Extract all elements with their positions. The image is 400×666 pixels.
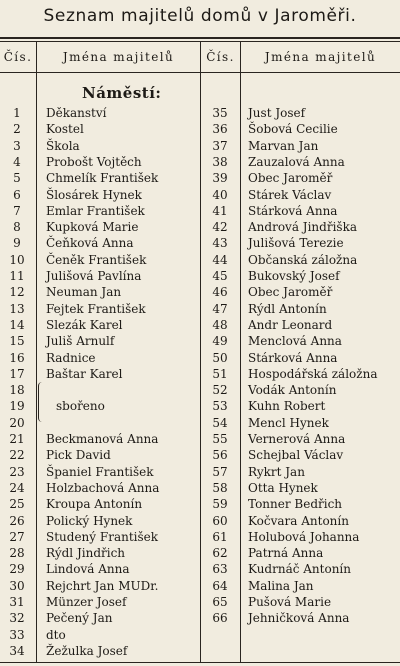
owner-number: 41 — [212, 203, 228, 218]
table-row — [0, 627, 400, 643]
owner-number: 22 — [9, 448, 25, 463]
owner-number: 24 — [9, 480, 25, 495]
owner-name: Andrová Jindřiška — [248, 220, 358, 235]
owner-name: Obec Jaroměř — [248, 171, 333, 186]
owner-name: Malina Jan — [248, 578, 314, 593]
owner-number: 21 — [9, 432, 25, 446]
owner-number: 14 — [9, 317, 25, 332]
header-number-right: Čís. — [206, 50, 235, 64]
table-row — [0, 154, 400, 170]
owner-number: 2 — [13, 122, 21, 137]
owner-number: 11 — [9, 269, 25, 283]
owner-name: Kuhn Robert — [248, 399, 326, 414]
owner-number: 1 — [13, 106, 21, 120]
owner-number: 45 — [212, 269, 228, 283]
owner-name: Slezák Karel — [46, 317, 123, 332]
owner-name: Otta Hynek — [248, 480, 318, 495]
table-row — [0, 333, 400, 349]
table-row — [0, 415, 400, 431]
table-row — [0, 545, 400, 561]
owner-number: 37 — [212, 138, 228, 153]
owner-name: Čeněk František — [46, 252, 147, 267]
owner-name: sbořeno — [56, 399, 105, 414]
owner-name: Obec Jaroměř — [248, 285, 333, 300]
owner-number: 36 — [212, 122, 228, 137]
table-row — [0, 431, 400, 447]
owner-name: Bukovský Josef — [248, 269, 340, 283]
owner-name: Probošt Vojtěch — [46, 154, 142, 169]
owner-number: 26 — [9, 513, 25, 528]
owner-number: 63 — [212, 562, 228, 577]
owner-name: Menclová Anna — [248, 334, 342, 349]
owner-name: Žežulka Josef — [46, 643, 128, 658]
owner-number: 17 — [9, 366, 25, 381]
owner-name: Neuman Jan — [46, 285, 122, 300]
owner-number: 10 — [9, 252, 25, 267]
header-number-left: Čís. — [3, 50, 33, 64]
owner-number: 58 — [212, 480, 228, 495]
owner-number: 8 — [13, 220, 21, 235]
bracket-mark — [38, 382, 42, 422]
table-row — [0, 121, 400, 137]
owner-name: Škola — [46, 138, 80, 153]
owner-number: 19 — [9, 399, 25, 414]
owner-name: Šlosárek Hynek — [46, 187, 142, 202]
table-row — [0, 284, 400, 300]
owner-number: 13 — [9, 301, 25, 316]
table-row — [0, 366, 400, 382]
table-row — [0, 643, 400, 659]
owner-name: Tonner Bedřich — [248, 497, 343, 512]
owner-number: 20 — [9, 415, 25, 430]
owner-name: Kudrnáč Antonín — [248, 562, 352, 577]
owner-name: Holubová Johanna — [248, 529, 360, 544]
owner-name: Julišová Pavlína — [46, 269, 142, 283]
owner-number: 60 — [212, 513, 228, 528]
table-row — [0, 578, 400, 594]
owner-number: 44 — [212, 252, 228, 267]
owner-name: Juliš Arnulf — [46, 334, 115, 349]
owner-number: 28 — [9, 546, 25, 561]
owner-name: Stárková Anna — [248, 203, 338, 218]
owner-name: Rýdl Jindřich — [46, 546, 126, 561]
owner-number: 38 — [212, 154, 228, 169]
owner-name: Kostel — [46, 122, 84, 137]
owner-number: 34 — [9, 643, 25, 658]
owner-name: Stárková Anna — [248, 350, 338, 365]
owner-name: Rejchrt Jan MUDr. — [46, 578, 159, 593]
owner-name: Radnice — [46, 350, 96, 365]
owner-name: Vernerová Anna — [248, 432, 346, 446]
owner-name: Kočvara Antonín — [248, 513, 349, 528]
owner-number: 5 — [13, 171, 21, 186]
owner-number: 39 — [212, 171, 228, 186]
table-row — [0, 268, 400, 284]
owner-name: Pečený Jan — [46, 611, 113, 626]
owner-number: 66 — [212, 611, 228, 626]
owner-name: Španiel František — [46, 464, 154, 479]
owner-name: Občanská záložna — [248, 252, 358, 267]
table-row — [0, 317, 400, 333]
owner-name: Rykrt Jan — [248, 464, 305, 479]
table-row — [0, 513, 400, 529]
owner-number: 12 — [9, 285, 25, 300]
table-row — [0, 610, 400, 626]
owner-name: Studený František — [46, 529, 159, 544]
owner-name: Mencl Hynek — [248, 415, 329, 430]
table-row — [0, 496, 400, 512]
owner-name: Kroupa Antonín — [46, 497, 143, 512]
owner-number: 6 — [13, 187, 21, 202]
owner-number: 50 — [212, 350, 228, 365]
header-rule — [0, 72, 400, 73]
owner-name: Fejtek František — [46, 301, 146, 316]
owner-number: 27 — [9, 529, 25, 544]
owner-name: Rýdl Antonín — [248, 301, 327, 316]
owner-name: Andr Leonard — [248, 317, 333, 332]
owner-number: 51 — [212, 366, 228, 381]
owner-name: Děkanství — [46, 106, 107, 120]
owner-name: Holzbachová Anna — [46, 480, 160, 495]
owner-name: Vodák Antonín — [248, 383, 337, 398]
owner-number: 42 — [212, 220, 228, 235]
owner-number: 49 — [212, 334, 228, 349]
owner-number: 43 — [212, 236, 228, 251]
owner-name: Julišová Terezie — [248, 236, 344, 251]
owner-name: Patrná Anna — [248, 546, 324, 561]
owner-number: 35 — [212, 106, 228, 120]
owner-number: 4 — [13, 154, 21, 169]
owner-number: 56 — [212, 448, 228, 463]
owner-number: 3 — [13, 138, 21, 153]
page-title: Seznam majitelů domů v Jaroměři. — [43, 6, 357, 26]
table-row — [0, 301, 400, 317]
owner-number: 25 — [9, 497, 25, 512]
table-row — [0, 480, 400, 496]
owner-number: 23 — [9, 464, 25, 479]
owner-number: 31 — [9, 595, 25, 609]
owner-number: 61 — [212, 529, 228, 544]
table-row — [0, 203, 400, 219]
table-row — [0, 464, 400, 480]
owner-name: Šobová Cecilie — [248, 122, 338, 137]
owner-number: 9 — [13, 236, 21, 251]
owner-name: Stárek Václav — [248, 187, 332, 202]
owner-number: 33 — [9, 627, 25, 642]
owner-number: 65 — [212, 595, 228, 609]
owner-number: 52 — [212, 383, 228, 398]
owner-name: Kupková Marie — [46, 220, 139, 235]
section-heading: Náměstí: — [82, 84, 162, 102]
table-row — [0, 594, 400, 610]
owner-name: Münzer Josef — [46, 595, 127, 609]
table-row — [0, 447, 400, 463]
table-row — [0, 138, 400, 154]
owner-number: 47 — [212, 301, 228, 316]
owner-name: Beckmanová Anna — [46, 432, 159, 446]
table-row — [0, 235, 400, 251]
header-names-left: Jména majitelů — [62, 50, 175, 64]
owner-number: 55 — [212, 432, 228, 446]
owner-name: Zauzalová Anna — [248, 154, 345, 169]
table-row — [0, 105, 400, 121]
owner-number: 48 — [212, 317, 228, 332]
bottom-rule — [0, 662, 400, 663]
table-row — [0, 382, 400, 398]
header-names-right: Jména majitelů — [264, 50, 377, 64]
top-double-rule — [0, 37, 400, 39]
owner-name: Jehničková Anna — [248, 611, 350, 626]
owner-name: Baštar Karel — [46, 366, 123, 381]
owner-number: 53 — [212, 399, 228, 414]
owner-name: Hospodářská záložna — [248, 366, 378, 381]
table-row — [0, 529, 400, 545]
table-row — [0, 350, 400, 366]
owner-number: 62 — [212, 546, 228, 561]
owner-name: Emlar František — [46, 203, 145, 218]
table-row — [0, 170, 400, 186]
owner-number: 32 — [9, 611, 25, 626]
owner-name: Lindová Anna — [46, 562, 130, 577]
table-row — [0, 561, 400, 577]
owner-number: 46 — [212, 285, 228, 300]
owner-number: 54 — [212, 415, 228, 430]
table-row — [0, 187, 400, 203]
owner-name: Schejbal Václav — [248, 448, 344, 463]
owner-number: 57 — [212, 464, 228, 479]
owner-name: Marvan Jan — [248, 138, 319, 153]
owner-number: 18 — [9, 383, 25, 398]
table-row — [0, 219, 400, 235]
owner-number: 40 — [212, 187, 228, 202]
owner-name: Just Josef — [248, 106, 306, 120]
owner-number: 64 — [212, 578, 228, 593]
owner-name: Pušová Marie — [248, 595, 332, 609]
owner-number: 59 — [212, 497, 228, 512]
table-row — [0, 252, 400, 268]
table-row — [0, 398, 400, 414]
owner-number: 29 — [9, 562, 25, 577]
owner-number: 7 — [13, 203, 21, 218]
owner-name: Pick David — [46, 448, 111, 463]
owner-name: dto — [46, 627, 66, 642]
owner-name: Polický Hynek — [46, 513, 133, 528]
owner-name: Čeňková Anna — [46, 236, 134, 251]
owner-number: 16 — [9, 350, 25, 365]
owner-number: 30 — [9, 578, 25, 593]
owner-number: 15 — [9, 334, 25, 349]
owner-name: Chmelík František — [46, 171, 159, 186]
